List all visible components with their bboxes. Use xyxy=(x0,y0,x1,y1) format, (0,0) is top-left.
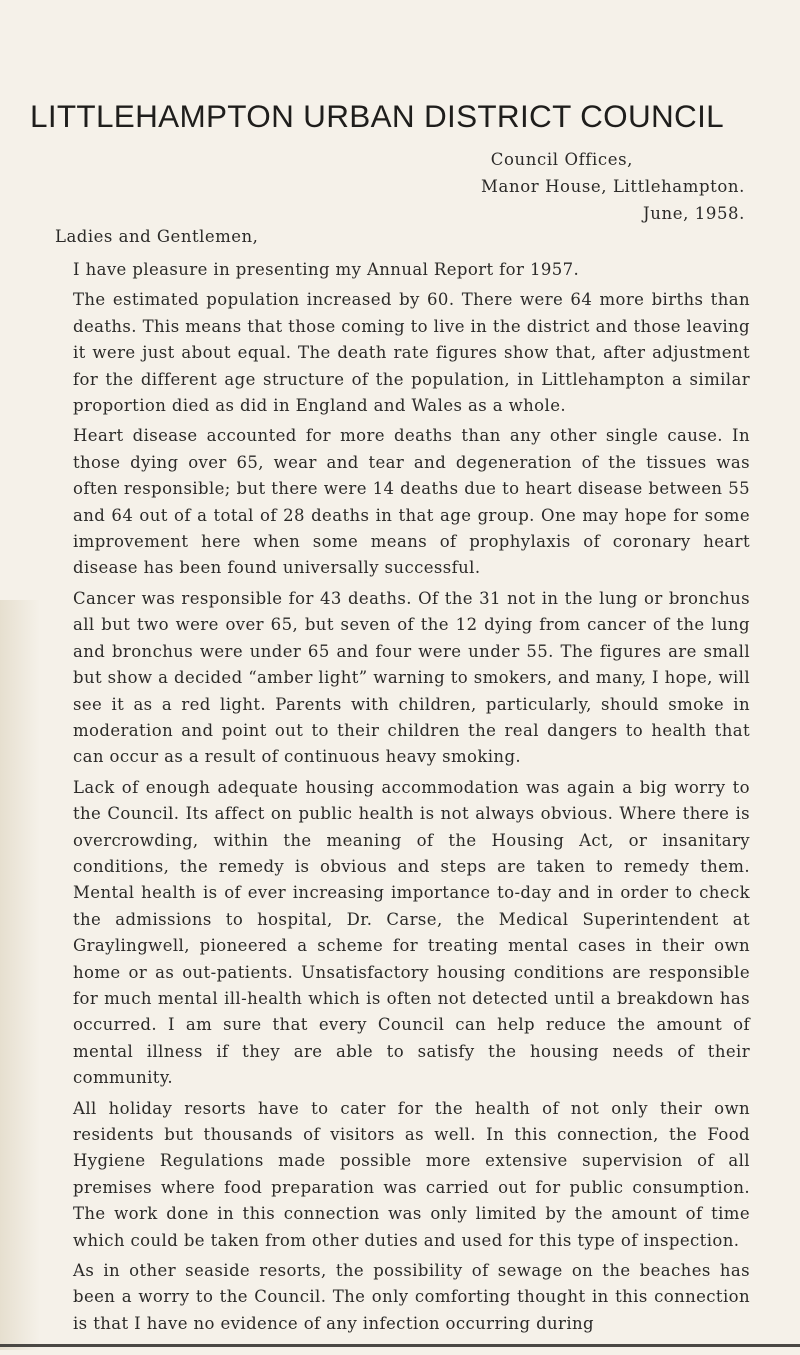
paragraph: All holiday resorts have to cater for the health of not only their own residents but thousands of visitors as well. In this connection, the Food Hygiene Regulations made possible more extensive supervision of all premises where food preparation was carried out for public consumption. The work done in this connection was only limited by the amount of time which could be taken from other duties and used for this type of inspection. xyxy=(73,1098,750,1250)
page-bottom-rule xyxy=(0,1344,800,1347)
address-block xyxy=(481,146,745,227)
paragraph: Lack of enough adequate housing accommodation was again a big worry to the Council. Its affect on public health is not always obvious. Where there is overcrowding, within the meaning of the Housing Act, or insanitary conditions, the remedy is obvious and steps are taken to remedy them. Mental health is of ever increasing importance to-day and in order to check the admissions to hospital, Dr. Carse, the Medical Superintendent at Graylingwell, pioneered a scheme for treating mental cases in their own home or as out-patients. Unsatisfactory housing conditions are responsible for much mental ill-health which is often not detected until a breakdown has occurred. I am sure that every Council can help reduce the amount of mental illness if they are able to satisfy the housing needs of their community. xyxy=(73,777,750,1088)
salutation: Ladies and Gentlemen, xyxy=(55,227,259,246)
paragraph: I have pleasure in presenting my Annual Report for 1957. xyxy=(73,260,580,279)
address-line-1: Council Offices, xyxy=(490,150,633,169)
council-heading: LITTLEHAMPTON URBAN DISTRICT COUNCIL xyxy=(30,98,724,134)
address-line-2: Manor House, Littlehampton. xyxy=(481,177,745,196)
paragraph: Heart disease accounted for more deaths than any other single cause. In those dying over 65, wear and tear and degeneration of the tissues was often responsible; but there were 14 deaths due to heart disease between 55 and 64 out of a total of 28 deaths in that age group. One may hope for some improvement here when some means of prophylaxis of coronary heart disease has been found universally successful. xyxy=(73,426,750,578)
paragraph: As in other seaside resorts, the possibility of sewage on the beaches has been a worry to the Council. The only comforting thought in this connection is that I have no evidence of any infection occurring during xyxy=(73,1261,750,1333)
report-body xyxy=(55,257,750,1341)
paragraph: Cancer was responsible for 43 deaths. Of the 31 not in the lung or bronchus all but two were over 65, but seven of the 12 dying from cancer of the lung and bronchus were under 65 and four were under 55. The figures are small but show a decided “amber light” warning to smokers, and many, I hope, will see it as a red light. Parents with children, particularly, should smoke in moderation and point out to their children the real dangers to health that can occur as a result of continuous heavy smoking. xyxy=(73,588,750,767)
paragraph: The estimated population increased by 60. There were 64 more births than deaths. This means that those coming to live in the district and those leaving it were just about equal. The death rate figures show that, after adjustment for the different age structure of the population, in Littlehampton a similar proportion died as did in England and Wales as a whole. xyxy=(73,290,750,416)
report-date: June, 1958. xyxy=(643,204,745,223)
page-edge-shadow xyxy=(0,600,40,1350)
